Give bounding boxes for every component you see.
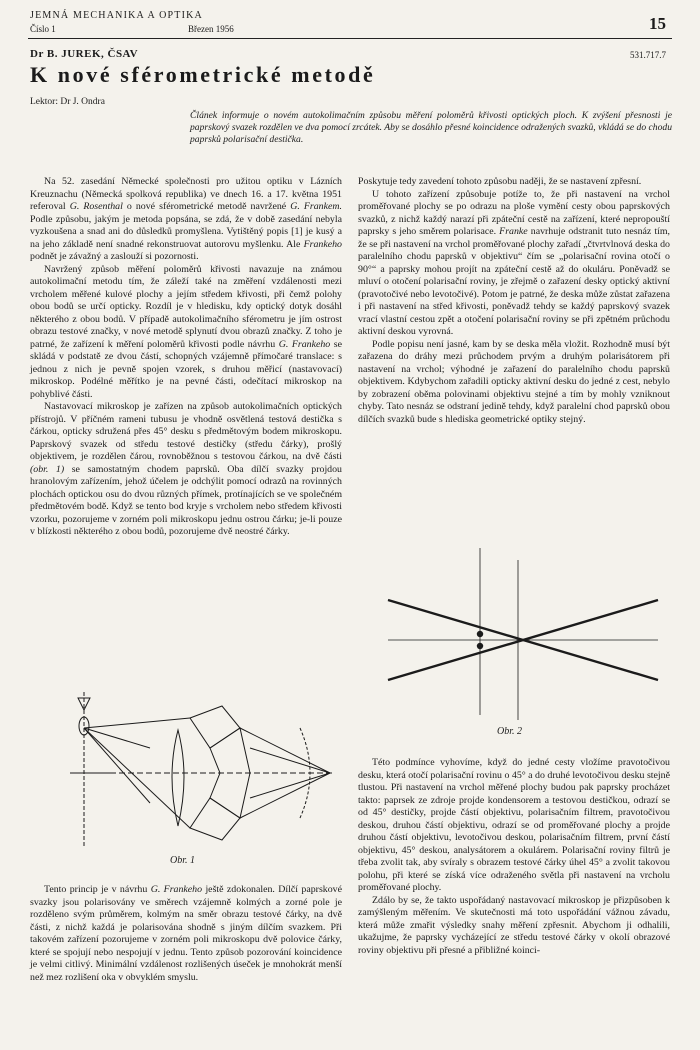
article-title: K nové sférometrické metodě (30, 62, 376, 87)
figure-reference: (obr. 1) (30, 463, 65, 475)
person-name: G. Rosenthal (69, 201, 123, 212)
coincidence-point (477, 631, 483, 637)
author-line: Dr B. JUREK, ČSAV (30, 48, 139, 60)
issue-number: Číslo 1 (30, 24, 56, 34)
issue-date: Březen 1956 (188, 24, 234, 34)
figure-1-optical-diagram (50, 688, 340, 864)
reviewer-line: Lektor: Dr J. Ondra (30, 97, 105, 107)
column-2-lower (358, 757, 670, 957)
paragraph: Zdálo by se, že takto uspořádaný nastavovací mikroskop je přizpůsoben k zamýšleným měřením. Ve skutečnosti má toto uspořádání vážnou závadu, která může zmařit výsledky snahy měření zpřesnit. Abychom ji odhalili, ukažujme, že paprsky vycházející ze středu testové čárky v okolí obrazové roviny objektivu při přesné a přibližné koinci- (358, 894, 670, 956)
paragraph: Této podmínce vyhovíme, když do jedné cesty vložíme pravotočivou desku, která otočí polarisační rovinu o 45° a do druhé levotočivou desku stejně tlustou. Při nastavení na vrchol měřené plochy budou pak paprsky procházet takto: paprsek ze zdroje projde kondensorem a testovou destičkou, odrazí se od 45° destičky, projde částí objektivu, polarisačním filtrem, pravotočivou deskou, druhou částí objektivu, odrazí se od proměřované plochy a projde druhou částí objektivu, levotočivou deskou, polarisačním filtrem, první částí objektivu, 45° deskou, analysátorem a okulárem. Polarisační roviny filtrů je třeba zvolit tak, aby svíraly s obrazem testové čárky úhel 45° a zvolit takovou polohu, při které se získá více odraženého světla při nastavení na vrcholu proměřované plochy. (358, 757, 670, 893)
figure-2-caption: Obr. 2 (497, 726, 523, 737)
coincidence-point (477, 643, 483, 649)
person-name: Franke (499, 226, 528, 237)
column-2-upper (358, 176, 670, 426)
paragraph: Navržený způsob měření poloměrů křivosti navazuje na známou autokolimační metodu tím, že záleží také na změření vzdálenosti mezi vrcholem měřené kulové plochy a jejím středem křivosti, při čemž polohy obou bodů se určí opticky. Rozdíl je v hledisku, kdy optický dotyk dosáhl některého z obou bodů. V případě autokolimačního sférometru je jím ostrost obrazu testové značky, v nové metodě splynutí dvou obrazů značky. Z toho je patrné, že zařízení k měření poloměrů křivosti podle návrhu G. Frankeho se skládá v podstatě ze dvou částí, schopných vzájemně přímočaré translace: s jednou z nich je pevně spojen vzorek, s druhou měřicí (nastavovací) mikroskop. Podélné měřítko je na pevné části, odečítací mikroskop na pohyblivé části. (30, 263, 342, 400)
paragraph: Tento princip je v návrhu G. Frankeho ještě zdokonalen. Dílčí paprskové svazky jsou polarisovány ve směrech vzájemně kolmých a zorné pole je rozděleno svým průměrem, kolmým na směr obrazu testové čárky, na dvě části, z nichž každá je polarisována shodně s jiným dílčím svazkem. Při takovém zařízení pozorujeme v zorném poli mikroskopu dvě polovice čárky, které se spojují nebo nespojují v jednu. Tento způsob pozorování koincidence je velmi citlivý. Minimální vzdálenost rozlišených úseček je mnohokrát menší než mez rozlišení oka v obvyklém smyslu. (30, 884, 342, 983)
paragraph: Nastavovací mikroskop je zařízen na způsob autokolimačních optických přístrojů. V příčném rameni tubusu je vhodně osvětlená testová destička s čárkou, opticky sdružená přes 45° desku s předmětovým bodem mikroskopu. Paprskový svazek od středu testové destičky (středu čárky), prošlý objektivem, je rozdělen čárou, rovnoběžnou s testovou čárkou, na dvě části (obr. 1) se samostatným chodem paprsků. Oba dílčí svazky projdou hranolovým zařízením, jehož účelem je odchýlit pomocí odrazů na rovinných plochách optickou osu do dvou různých přímek, protínajících se ve společném předmětovém bodě. Když se tento bod kryje s vrcholem nebo středem křivosti vzorku, pozorujeme v zorném poli mikroskopu jednu ostrou čárku; je-li pouze v blízkosti některého z obou bodů, pozorujeme dvě neostré čárky. (30, 401, 342, 537)
udc-code: 531.717.7 (630, 50, 666, 60)
person-name: G. Frankeho (150, 884, 203, 895)
paragraph: Na 52. zasedání Německé společnosti pro užitou optiku v Lázních Kreuznachu (Německá spolková republika) ve dnech 16. a 17. května 1951 referoval G. Rosenthal o nové sférometrické metodě navržené G. Frankem. Podle způsobu, jakým je metoda popsána, se zdá, že v době zasedání nebyla vyzkoušena a snad ani do důsledků promyšlena. Vytištěný popis [1] je kusý a na jeho základě není snadné rekonstruovat autorovu myšlenku. Ale Frankeho podnět je závažný a zaslouží si pozornosti. (30, 176, 342, 262)
person-name: G. Frankeho (278, 338, 331, 350)
column-1-lower (30, 884, 342, 984)
figure-2-ray-diagram (358, 540, 670, 730)
page-number: 15 (649, 14, 666, 33)
figure-1-caption: Obr. 1 (170, 855, 196, 866)
column-1-upper (30, 176, 342, 539)
paragraph: Poskytuje tedy zavedení tohoto způsobu naději, že se nastavení zpřesní. (358, 176, 642, 187)
header-rule (28, 38, 672, 39)
person-name: G. Frankem. (290, 201, 342, 212)
article-abstract: Článek informuje o novém autokolimačním způsobu měření poloměrů křivosti optických ploch. K zvýšení přesnosti je paprskový svazek rozdělen ve dva pomocí zrcátek. Aby se dosáhlo přesné koincidence odražených svazků, vkládá se do chodu paprsků polarisační destička. (190, 110, 672, 145)
person-name: Frankeho (303, 238, 342, 250)
paragraph: U tohoto zařízení způsobuje potíže to, že při nastavení na vrchol proměřované plochy se po odrazu na ploše vymění cesty obou paprskových svazků, z nichž každý narazí při zpáteční cestě na zařízení, které nepropouští paprsky s jeho směrem polarisace. Franke navrhuje odstranit tuto nesnáz tím, že se při nastavení na vrchol proměřované plochy zařadí „čtvrtvlnová deska do paralelního chodu paprsků v objektivu“ čím se „polarisační rovina otočí o 90°“ a paprsky mohou projít na zpáteční cestě až do okuláru. Poněvadž se mluví o otočení polarisační roviny, je zřejmě o zařazení desky optický aktivní (pravotočivé nebo levotočivé). Potom je patrné, že deska může zůstat zařazena i při nastavení na střed křivosti, poněvadž tehdy se každý paprskový svazek vrací vlastní cestou zpět a otočení polarisační roviny se při zpětném průchodu aktivní deskou vyrovná. (358, 188, 670, 337)
paragraph: Podle popisu není jasné, kam by se deska měla vložit. Rozhodně musí být zařazena do dráhy mezi průchodem prvým a druhým polarisátorem při nastavení na vrchol; výhodné je zařazení do paralelního chodu paprsků objektivem. Kdybychom zařadili opticky aktivní desku do jedné z cest, nebylo by zobrazení oběma polovinami objektivu stejné a tím by mohly vzniknout chyby. Tato nesnáz se odstraní jedině tehdy, když paralelní chod paprsků obou dílčích svazků bude s hlediska geometrické optiky stejný. (358, 338, 670, 425)
journal-name: JEMNÁ MECHANIKA A OPTIKA (30, 10, 203, 21)
